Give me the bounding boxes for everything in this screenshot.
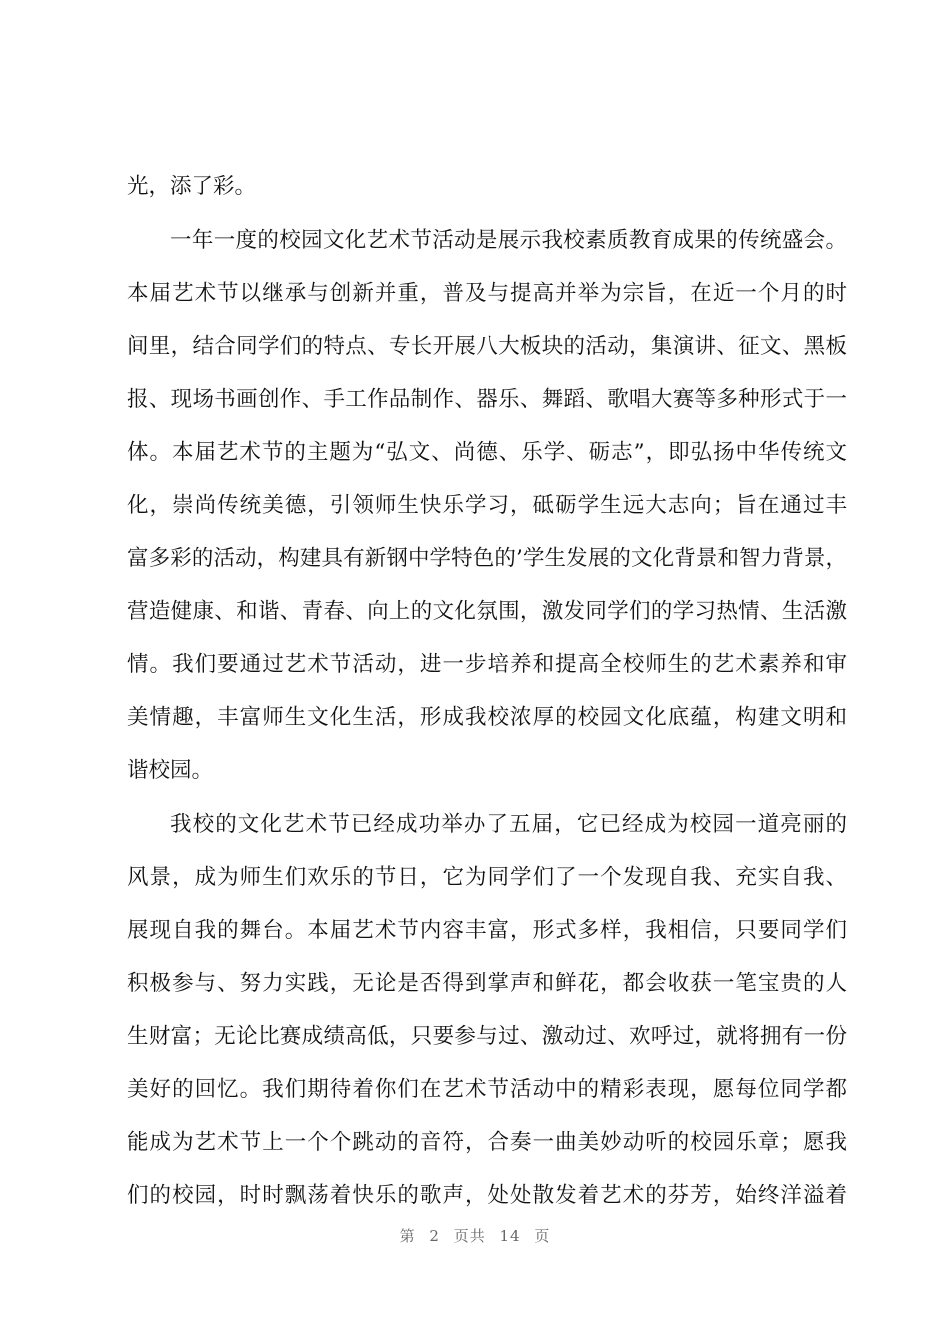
- body-text-line: 本届艺术节以继承与创新并重，普及与提高并举为宗旨，在近一个月的时: [127, 281, 847, 306]
- body-text-line: 美情趣，丰富师生文化生活，形成我校浓厚的校园文化底蕴，构建文明和: [127, 705, 847, 730]
- body-text-line: 光，添了彩。: [127, 174, 257, 199]
- body-text-line: 报、现场书画创作、手工作品制作、器乐、舞蹈、歌唱大赛等多种形式于一: [127, 387, 847, 412]
- body-text-line: 情。我们要通过艺术节活动，进一步培养和提高全校师生的艺术素养和审: [127, 652, 847, 677]
- body-text-line: 富多彩的活动，构建具有新钢中学特色的’学生发展的文化背景和智力背景，: [127, 546, 847, 571]
- body-text-line: 化，崇尚传统美德，引领师生快乐学习，砥砺学生远大志向；旨在通过丰: [127, 493, 847, 518]
- body-text-line: 生财富；无论比赛成绩高低，只要参与过、激动过、欢呼过，就将拥有一份: [127, 1024, 847, 1049]
- body-text-line: 间里，结合同学们的特点、专长开展八大板块的活动，集演讲、征文、黑板: [127, 334, 847, 359]
- body-text-line: 们的校园，时时飘荡着快乐的歌声，处处散发着艺术的芬芳，始终洋溢着: [127, 1183, 847, 1208]
- body-text-line: 风景，成为师生们欢乐的节日，它为同学们了一个发现自我、充实自我、: [127, 865, 847, 890]
- body-text-line: 谐校园。: [127, 758, 214, 783]
- paragraph-first-line: 一年一度的校园文化艺术节活动是展示我校素质教育成果的传统盛会。: [170, 228, 847, 253]
- paragraph-first-line: 我校的文化艺术节已经成功举办了五届，它已经成为校园一道亮丽的: [170, 812, 847, 837]
- body-text-line: 美好的回忆。我们期待着你们在艺术节活动中的精彩表现，愿每位同学都: [127, 1077, 847, 1102]
- body-text-line: 展现自我的舞台。本届艺术节内容丰富，形式多样，我相信，只要同学们: [127, 918, 847, 943]
- body-text-line: 能成为艺术节上一个个跳动的音符，合奏一曲美妙动听的校园乐章；愿我: [127, 1130, 847, 1155]
- page-number-footer: 第 2 页共 14 页: [399, 1227, 551, 1245]
- body-text-line: 积极参与、努力实践，无论是否得到掌声和鲜花，都会收获一笔宝贵的人: [127, 971, 847, 996]
- body-text-line: 营造健康、和谐、青春、向上的文化氛围，激发同学们的学习热情、生活激: [127, 599, 847, 624]
- body-text-line: 体。本届艺术节的主题为“弘文、尚德、乐学、砺志”，即弘扬中华传统文: [127, 440, 847, 465]
